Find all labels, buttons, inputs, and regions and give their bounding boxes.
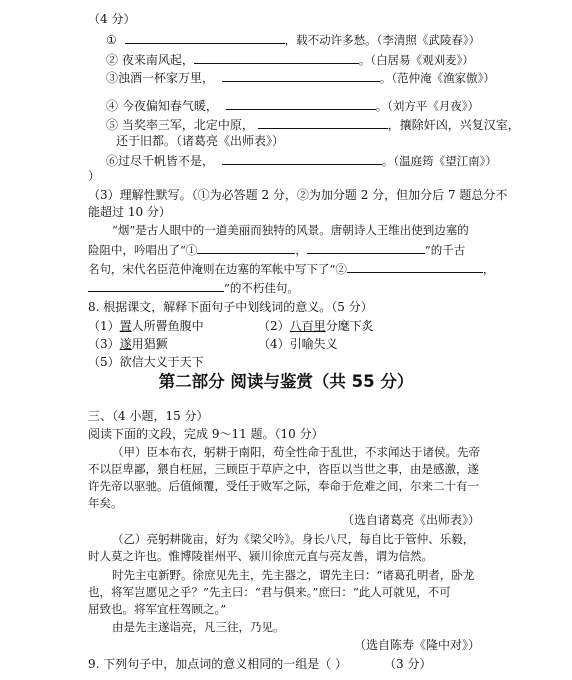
passage-jia-line: 不以臣卑鄙，猥自枉屈，三顾臣于草庐之中，咨臣以当世之事，由是感激，遂 <box>88 462 479 476</box>
answer-blank-8[interactable] <box>307 241 425 254</box>
item-text: 今夜偏知春气暖， <box>121 99 218 113</box>
answer-blank-4[interactable] <box>226 97 376 110</box>
item-number: ⑥ <box>106 154 119 168</box>
q7-points: （4 分） <box>88 12 136 26</box>
answer-blank-5[interactable] <box>258 116 388 129</box>
passage-line: 险阻中，吟唱出了“① ， ”的千古 <box>88 243 466 257</box>
answer-blank-1[interactable] <box>125 31 285 44</box>
item-number: ④ <box>106 99 119 113</box>
q7-item-5-cont: 还于旧都。（诸葛亮《出师表》） <box>116 134 285 148</box>
passage-jia-source: （选自诸葛亮《出师表》） <box>341 513 480 527</box>
item-text: 。（温庭筠《望江南》） <box>381 154 497 168</box>
answer-blank-10[interactable] <box>88 279 224 292</box>
item-text: 浊酒一杯家万里， <box>118 71 215 85</box>
passage-yi-line: 时先主屯新野。徐庶见先主，先主器之，谓先主曰：“诸葛孔明者，卧龙 <box>112 568 475 582</box>
q7-sub3: （3）理解性默写。（①为必答题 2 分，②为加分题 2 分，但加分后 7 题总分不 <box>88 188 508 202</box>
q7-item-4 <box>106 97 479 114</box>
answer-blank-9[interactable] <box>347 260 483 273</box>
passage-yi-source: （选自陈寿《隆中对》） <box>353 638 480 652</box>
q9-points: （3 分） <box>384 657 432 671</box>
q8-item-5: （5）欲信大义于天下 <box>88 355 204 369</box>
item-text: 。（范仲淹《渔家傲》） <box>379 71 495 85</box>
q7-item-6 <box>106 152 497 169</box>
passage-yi-line: 时人莫之许也。惟博陵崔州平、颍川徐庶元直与亮友善，谓为信然。 <box>88 549 433 563</box>
q8-item-2: （2）八百里分麾下炙 <box>258 319 374 333</box>
passage-jia-line: 年矣。 <box>88 496 123 510</box>
item-text: 。（刘方平《月夜》） <box>375 99 480 113</box>
item-number: ⑤ <box>106 118 119 132</box>
passage-line: 名句，宋代名臣范仲淹则在边塞的军帐中写下了“② ， <box>88 262 495 276</box>
passage-yi-line: （乙）亮躬耕陇亩，好为《梁父吟》。身长八尺，每自比于管仲、乐毅， <box>112 532 475 546</box>
q7-item-1 <box>106 31 480 48</box>
passage-line: “烟”是古人眼中的一道美丽而独特的风景。唐朝诗人王维出使到边塞的 <box>112 223 469 237</box>
q8-item-3: （3）遂用猖獗 <box>88 337 168 351</box>
close-paren: ） <box>88 169 101 183</box>
item-text: ，攘除奸凶，兴复汉室， <box>387 118 520 132</box>
item-text: ，载不动许多愁。（李清照《武陵春》） <box>284 33 481 47</box>
answer-blank-7[interactable] <box>197 241 295 254</box>
q7-item-2 <box>106 51 474 68</box>
answer-blank-2[interactable] <box>194 51 359 64</box>
item-text: 夜来南风起， <box>121 53 194 67</box>
q8-item-1: （1）置人所罾鱼腹中 <box>88 319 204 333</box>
item-text: 当奖率三军，北定中原， <box>121 118 254 132</box>
answer-blank-3[interactable] <box>222 69 380 82</box>
section3-instruction: 阅读下面的文段，完成 9～11 题。（10 分） <box>88 427 324 441</box>
passage-jia-line: 许先帝以驱驰。后值倾覆，受任于败军之际，奉命于危难之间，尔来二十有一 <box>88 479 479 493</box>
section3-heading: 三、（4 小题，15 分） <box>88 409 209 423</box>
item-number: ③ <box>106 71 119 85</box>
q8-heading: 8. 根据课文，解释下面句子中划线词的意义。（5 分） <box>88 300 373 314</box>
item-number: ② <box>106 53 119 67</box>
q8-item-4: （4）引喻失义 <box>258 337 338 351</box>
passage-yi-line: 也，将军岂愿见之乎？”先主曰：“君与俱来。”庶曰：“此人可就见，不可 <box>88 585 451 599</box>
q7-item-3 <box>106 69 495 86</box>
passage-yi-line: 由是先主遂诣亮，凡三往，乃见。 <box>112 620 285 634</box>
item-text: 过尽千帆皆不是， <box>118 154 215 168</box>
q9-text: 9. 下列句子中，加点词的意义相同的一组是（ ） <box>88 657 348 671</box>
passage-line: ”的不朽佳句。 <box>88 279 299 296</box>
answer-blank-6[interactable] <box>222 152 382 165</box>
passage-jia-line: （甲）臣本布衣，躬耕于南阳，苟全性命于乱世，不求闻达于诸侯。先帝 <box>112 445 480 459</box>
item-number: ① <box>106 33 117 47</box>
q7-sub3-cont: 能超过 10 分） <box>88 205 171 219</box>
part2-title: 第二部分 阅读与鉴赏（共 55 分） <box>158 372 414 391</box>
passage-yi-line: 屈致也。将军宜枉驾顾之。” <box>88 602 227 616</box>
item-text: 。（白居易《观刈麦》） <box>358 53 474 67</box>
q7-item-5 <box>106 116 520 133</box>
